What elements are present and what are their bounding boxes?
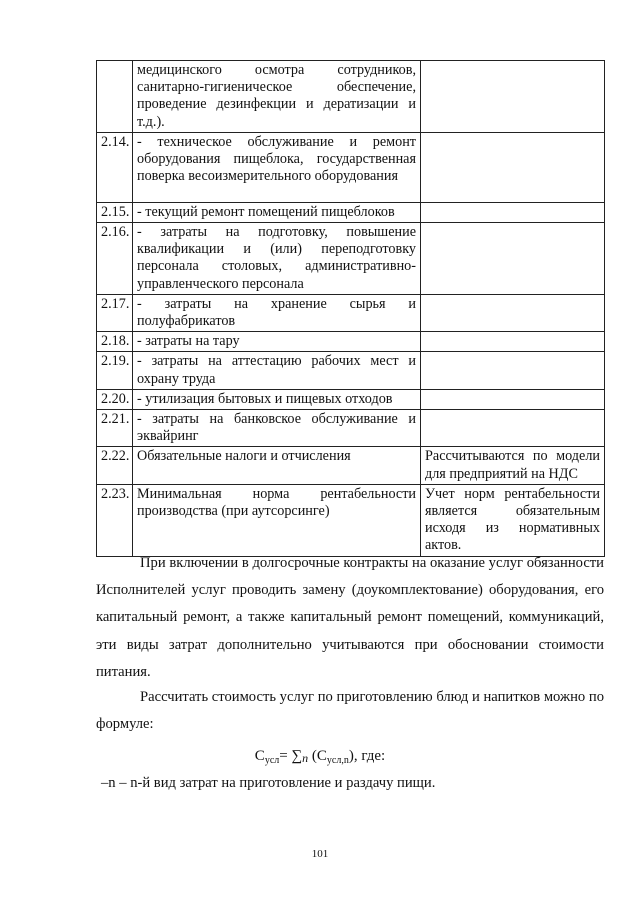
row-number: 2.21. bbox=[97, 410, 133, 447]
row-note bbox=[421, 132, 605, 202]
row-note bbox=[421, 389, 605, 409]
paragraph-formula-intro bbox=[96, 684, 604, 738]
table-body bbox=[97, 61, 605, 557]
table-row bbox=[97, 484, 605, 556]
row-number: 2.22. bbox=[97, 447, 133, 484]
row-description: - техническое обслуживание и ремонт оборудования пищеблока, государственная поверка весоизмерительного оборудования bbox=[133, 132, 421, 202]
row-note bbox=[421, 223, 605, 295]
table-row bbox=[97, 332, 605, 352]
row-description: Обязательные налоги и отчисления bbox=[133, 447, 421, 484]
table-row bbox=[97, 294, 605, 331]
row-note bbox=[421, 332, 605, 352]
row-description: - затраты на подготовку, повышение квалификации и (или) переподготовку персонала столовых, административно-управленческого персонала bbox=[133, 223, 421, 295]
row-note: Учет норм рентабельности является обязательным исходя из нормативных актов. bbox=[421, 484, 605, 556]
row-number: 2.15. bbox=[97, 202, 133, 222]
row-number: 2.14. bbox=[97, 132, 133, 202]
row-description: - затраты на хранение сырья и полуфабрикатов bbox=[133, 294, 421, 331]
row-note bbox=[421, 202, 605, 222]
formula-sum-index: n bbox=[302, 751, 309, 765]
row-note bbox=[421, 410, 605, 447]
table-row bbox=[97, 352, 605, 389]
row-number: 2.20. bbox=[97, 389, 133, 409]
row-note bbox=[421, 294, 605, 331]
row-number: 2.19. bbox=[97, 352, 133, 389]
paragraph-text: При включении в долгосрочные контракты на оказание услуг обязанности Исполнителей услуг проводить замену (доукомплектование) оборудования, его капитальный ремонт, а также капитальный ремонт помещений, коммуникаций, эти виды затрат дополнительно учитываются при обосновании стоимости питания. bbox=[96, 555, 604, 680]
table-row bbox=[97, 61, 605, 133]
formula-close: ), где: bbox=[348, 748, 386, 764]
row-number: 2.23. bbox=[97, 484, 133, 556]
row-note bbox=[421, 61, 605, 133]
row-description: - утилизация бытовых и пищевых отходов bbox=[133, 389, 421, 409]
formula-term: (С bbox=[311, 748, 327, 764]
row-note: Рассчитываются по модели для предприятий на НДС bbox=[421, 447, 605, 484]
row-description: - затраты на аттестацию рабочих мест и охрану труда bbox=[133, 352, 421, 389]
formula-lhs-subscript: усл bbox=[264, 755, 280, 766]
formula-sum: = ∑ bbox=[279, 748, 303, 764]
row-description: медицинского осмотра сотрудников, санитарно-гигиеническое обеспечение, проведение дезинфекции и дератизации и т.д.). bbox=[133, 61, 421, 133]
row-description: - затраты на банковское обслуживание и эквайринг bbox=[133, 410, 421, 447]
table-row bbox=[97, 132, 605, 202]
row-description: - текущий ремонт помещений пищеблоков bbox=[133, 202, 421, 222]
table-row bbox=[97, 389, 605, 409]
row-description: Минимальная норма рентабельности производства (при аутсорсинге) bbox=[133, 484, 421, 556]
formula-term-subscript: усл,n bbox=[326, 755, 349, 766]
row-description: - затраты на тару bbox=[133, 332, 421, 352]
table-row bbox=[97, 410, 605, 447]
formula-lhs: С bbox=[254, 748, 265, 764]
table-row bbox=[97, 447, 605, 484]
row-number: 2.16. bbox=[97, 223, 133, 295]
paragraph-text: Рассчитать стоимость услуг по приготовлению блюд и напитков можно по формуле: bbox=[96, 689, 604, 733]
table-row bbox=[97, 223, 605, 295]
row-note bbox=[421, 352, 605, 389]
cost-formula bbox=[0, 748, 640, 766]
table-row bbox=[97, 202, 605, 222]
cost-items-table bbox=[96, 60, 605, 557]
row-number: 2.18. bbox=[97, 332, 133, 352]
paragraph-replacement-costs bbox=[96, 550, 604, 686]
formula-definition: –n – n-й вид затрат на приготовление и раздачу пищи. bbox=[101, 775, 436, 791]
row-number bbox=[97, 61, 133, 133]
page-number: 101 bbox=[311, 848, 329, 860]
row-number: 2.17. bbox=[97, 294, 133, 331]
